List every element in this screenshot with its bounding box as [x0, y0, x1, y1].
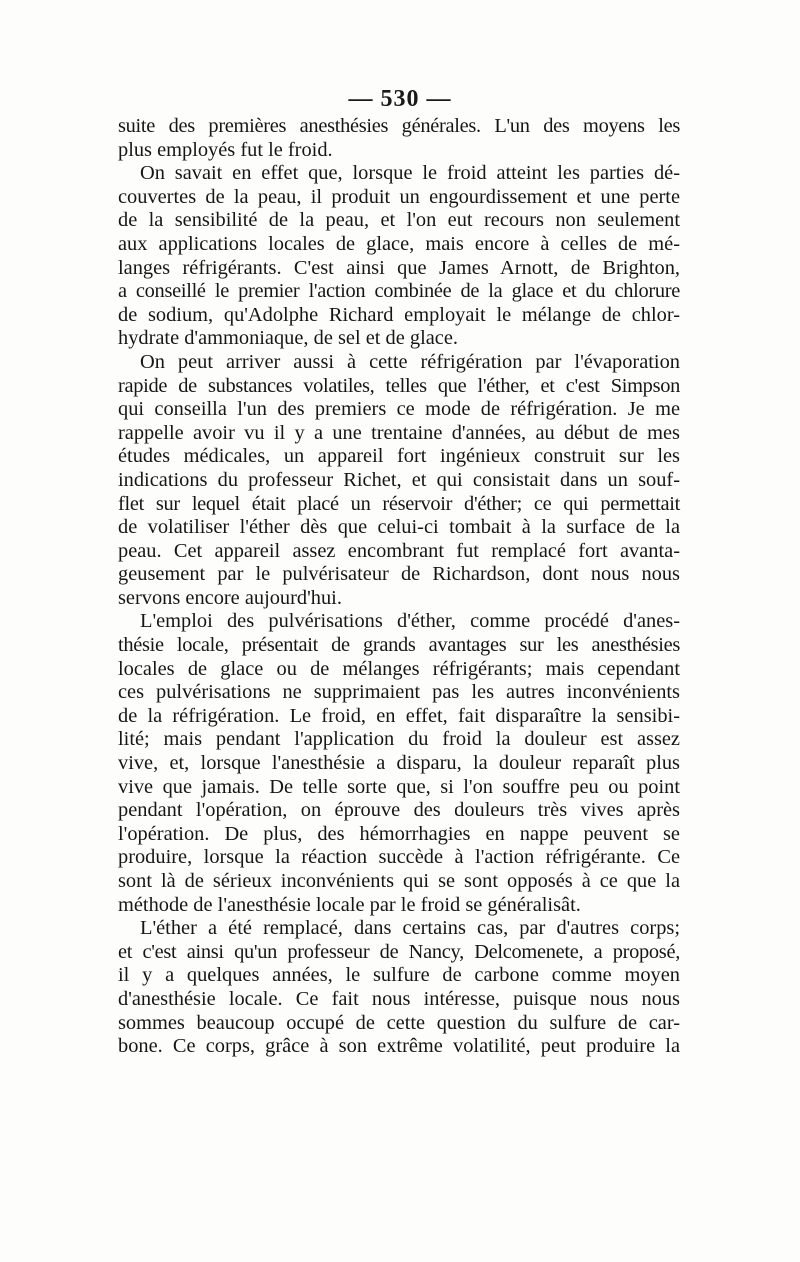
text-line: flet sur lequel était placé un réservoir d'éther; ce qui permettait: [118, 492, 680, 515]
text-line: de sodium, qu'Adolphe Richard employait le mélange de chlor-: [118, 303, 680, 326]
text-line: langes réfrigérants. C'est ainsi que James Arnott, de Brighton,: [118, 256, 680, 279]
text-line: de volatiliser l'éther dès que celui-ci tombait à la surface de la: [118, 516, 680, 539]
text-line: sont là de sérieux inconvénients qui se sont opposés à ce que la: [118, 870, 680, 892]
text-line: sommes beaucoup occupé de cette question du sulfure de car-: [118, 1011, 680, 1034]
text-line: qui conseilla l'un des premiers ce mode de réfrigération. Je me: [118, 398, 680, 421]
text-line: locales de glace ou de mélanges réfrigérants; mais cependant: [118, 657, 680, 680]
text-line: a conseillé le premier l'action combinée de la glace et du chlorure: [118, 280, 680, 303]
text-line: ces pulvérisations ne supprimaient pas les autres inconvénients: [118, 681, 680, 704]
text-line: indications du professeur Richet, et qui consistait dans un souf-: [118, 468, 680, 491]
text-line: suite des premières anesthésies générales. L'un des moyens les: [118, 115, 680, 137]
body-text: [118, 115, 680, 1059]
text-line: études médicales, un appareil fort ingénieux construit sur les: [118, 445, 680, 468]
text-line: geusement par le pulvérisateur de Richardson, dont nous nous: [118, 563, 680, 586]
paragraph-start-line: On peut arriver aussi à cette réfrigération par l'évaporation: [140, 350, 680, 373]
text-line: bone. Ce corps, grâce à son extrême volatilité, peut produire la: [118, 1035, 680, 1058]
text-line: vive, et, lorsque l'anesthésie a disparu, la douleur reparaît plus: [118, 752, 680, 775]
text-line: de la réfrigération. Le froid, en effet, fait disparaître la sensibi-: [118, 704, 680, 727]
text-line: lité; mais pendant l'application du froid la douleur est assez: [118, 728, 680, 751]
text-line: couvertes de la peau, il produit un engourdissement et une perte: [118, 185, 680, 208]
paragraph-start-line: On savait en effet que, lorsque le froid atteint les parties dé-: [140, 162, 680, 185]
text-line: produire, lorsque la réaction succède à l'action réfrigérante. Ce: [118, 846, 680, 869]
text-line: il y a quelques années, le sulfure de carbone comme moyen: [118, 964, 680, 987]
text-line: peau. Cet appareil assez encombrant fut remplacé fort avanta-: [118, 539, 680, 562]
text-line: de la sensibilité de la peau, et l'on eut recours non seulement: [118, 209, 680, 232]
text-line: l'opération. De plus, des hémorrhagies en nappe peuvent se: [118, 822, 680, 845]
text-line: hydrate d'ammoniaque, de sel et de glace.: [118, 327, 458, 350]
text-line: aux applications locales de glace, mais encore à celles de mé-: [118, 232, 680, 255]
text-line: rappelle avoir vu il y a une trentaine d'années, au début de mes: [118, 421, 680, 444]
text-line: rapide de substances volatiles, telles que l'éther, et c'est Simpson: [118, 374, 680, 397]
paragraph-start-line: L'éther a été remplacé, dans certains cas, par d'autres corps;: [140, 917, 680, 940]
text-line: vive que jamais. De telle sorte que, si l'on souffre peu ou point: [118, 775, 680, 798]
page-number: — 530 —: [348, 86, 452, 112]
text-line: méthode de l'anesthésie locale par le froid se généralisât.: [118, 893, 581, 916]
text-line: pendant l'opération, on éprouve des douleurs très vives après: [118, 799, 680, 822]
paragraph-start-line: L'emploi des pulvérisations d'éther, comme procédé d'anes-: [140, 610, 680, 633]
text-line: servons encore aujourd'hui.: [118, 586, 342, 609]
text-line: thésie locale, présentait de grands avantages sur les anesthésies: [118, 634, 680, 657]
text-line: plus employés fut le froid.: [118, 138, 333, 161]
text-line: et c'est ainsi qu'un professeur de Nancy, Delcomenete, a proposé,: [118, 940, 680, 963]
text-line: d'anesthésie locale. Ce fait nous intéresse, puisque nous nous: [118, 987, 680, 1010]
